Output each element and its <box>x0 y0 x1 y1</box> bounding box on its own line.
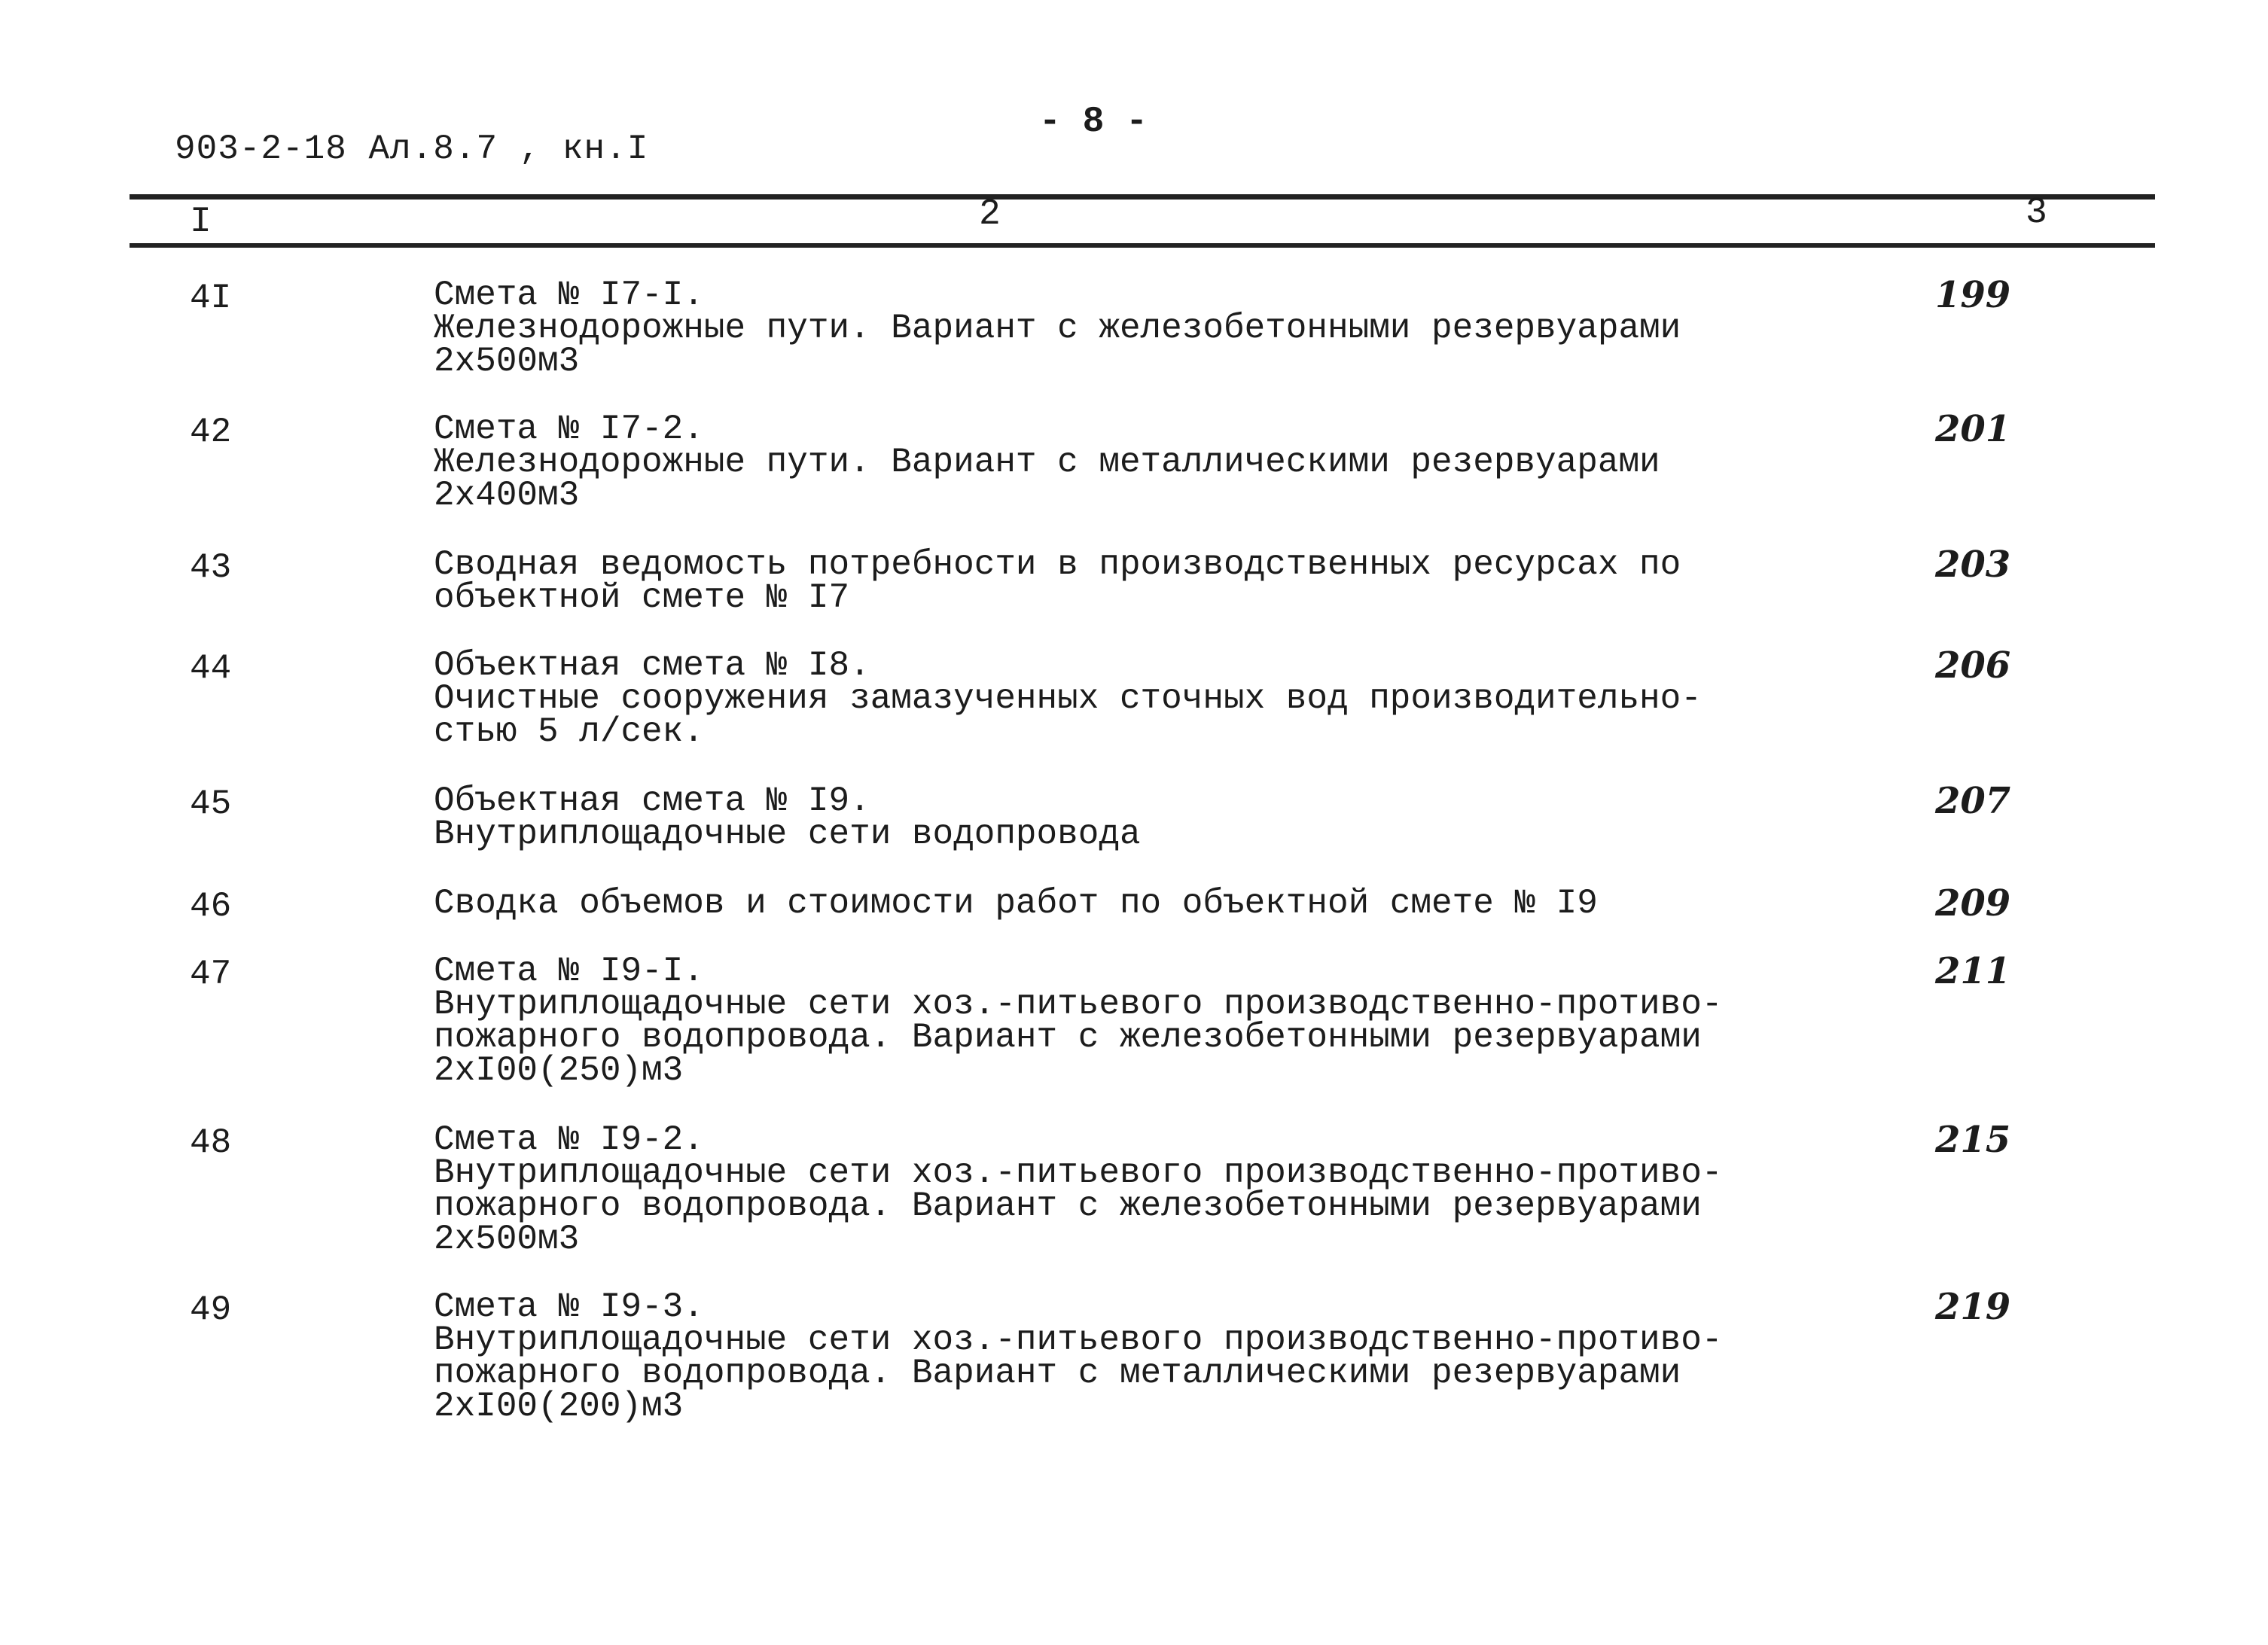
row-line: Объектная смета № I8. <box>434 646 870 685</box>
document-code: 903-2-18 Ал.8.7 , кн.I <box>175 129 649 169</box>
row-description <box>434 952 1723 1090</box>
row-line: Внутриплощадочные сети водопровода <box>434 815 1141 854</box>
row-line: Железнодорожные пути. Вариант с железобетонными резервуарами <box>434 309 1681 348</box>
page-number: - 8 - <box>1039 102 1148 142</box>
column-header-1: I <box>190 202 212 242</box>
row-number: 48 <box>190 1123 232 1162</box>
row-page: 207 <box>1935 780 2011 822</box>
row-line: Смета № I7-2. <box>434 410 704 449</box>
row-description <box>434 410 1660 515</box>
column-header-3: 3 <box>2026 193 2047 233</box>
row-page: 211 <box>1935 950 2011 992</box>
row-number: 46 <box>190 887 232 926</box>
row-line: Смета № I9-2. <box>434 1120 704 1159</box>
row-line: Смета № I7-I. <box>434 276 704 315</box>
row-line: 2х500м3 <box>434 342 580 381</box>
column-header-2: 2 <box>979 194 1001 235</box>
row-description <box>434 545 1681 617</box>
row-line: пожарного водопровода. Вариант с металлическими резервуарами <box>434 1354 1681 1393</box>
row-description <box>434 276 1681 381</box>
row-number: 44 <box>190 649 232 688</box>
row-page: 209 <box>1935 882 2011 925</box>
row-line: объектной смете № I7 <box>434 578 850 617</box>
row-line: Объектная смета № I9. <box>434 781 870 821</box>
row-number: 45 <box>190 784 232 824</box>
row-page: 203 <box>1935 544 2011 586</box>
row-line: Железнодорожные пути. Вариант с металлическими резервуарами <box>434 443 1660 482</box>
row-line: пожарного водопровода. Вариант с железобетонными резервуарами <box>434 1018 1702 1057</box>
row-line: Внутриплощадочные сети хоз.-питьевого производственно-противо- <box>434 1321 1723 1360</box>
row-line: Смета № I9-I. <box>434 952 704 991</box>
row-line: 2хI00(250)м3 <box>434 1051 684 1090</box>
row-description <box>434 884 1598 923</box>
row-page: 199 <box>1935 274 2011 316</box>
row-page: 206 <box>1935 644 2011 687</box>
row-page: 219 <box>1935 1286 2011 1328</box>
row-number: 42 <box>190 413 232 452</box>
row-description <box>434 646 1702 751</box>
row-line: Сводка объемов и стоимости работ по объектной смете № I9 <box>434 884 1598 923</box>
row-line: Внутриплощадочные сети хоз.-питьевого производственно-противо- <box>434 1153 1723 1193</box>
header-rule-bottom <box>130 243 2155 248</box>
row-number: 49 <box>190 1290 232 1330</box>
row-line: 2х500м3 <box>434 1220 580 1259</box>
row-line: стью 5 л/сек. <box>434 712 704 751</box>
row-number: 4I <box>190 279 232 318</box>
row-number: 47 <box>190 955 232 994</box>
row-description <box>434 781 1141 854</box>
row-line: Смета № I9-3. <box>434 1287 704 1327</box>
row-line: 2хI00(200)м3 <box>434 1387 684 1426</box>
row-line: Сводная ведомость потребности в производственных ресурсах по <box>434 545 1681 584</box>
row-page: 215 <box>1935 1119 2011 1161</box>
row-line: 2х400м3 <box>434 476 580 515</box>
row-description <box>434 1120 1723 1259</box>
row-line: Очистные сооружения замазученных сточных вод производительно- <box>434 679 1702 718</box>
row-page: 201 <box>1935 408 2011 450</box>
row-description <box>434 1287 1723 1426</box>
row-number: 43 <box>190 548 232 587</box>
row-line: Внутриплощадочные сети хоз.-питьевого производственно-противо- <box>434 985 1723 1024</box>
header-rule-top <box>130 194 2155 200</box>
row-line: пожарного водопровода. Вариант с железобетонными резервуарами <box>434 1187 1702 1226</box>
